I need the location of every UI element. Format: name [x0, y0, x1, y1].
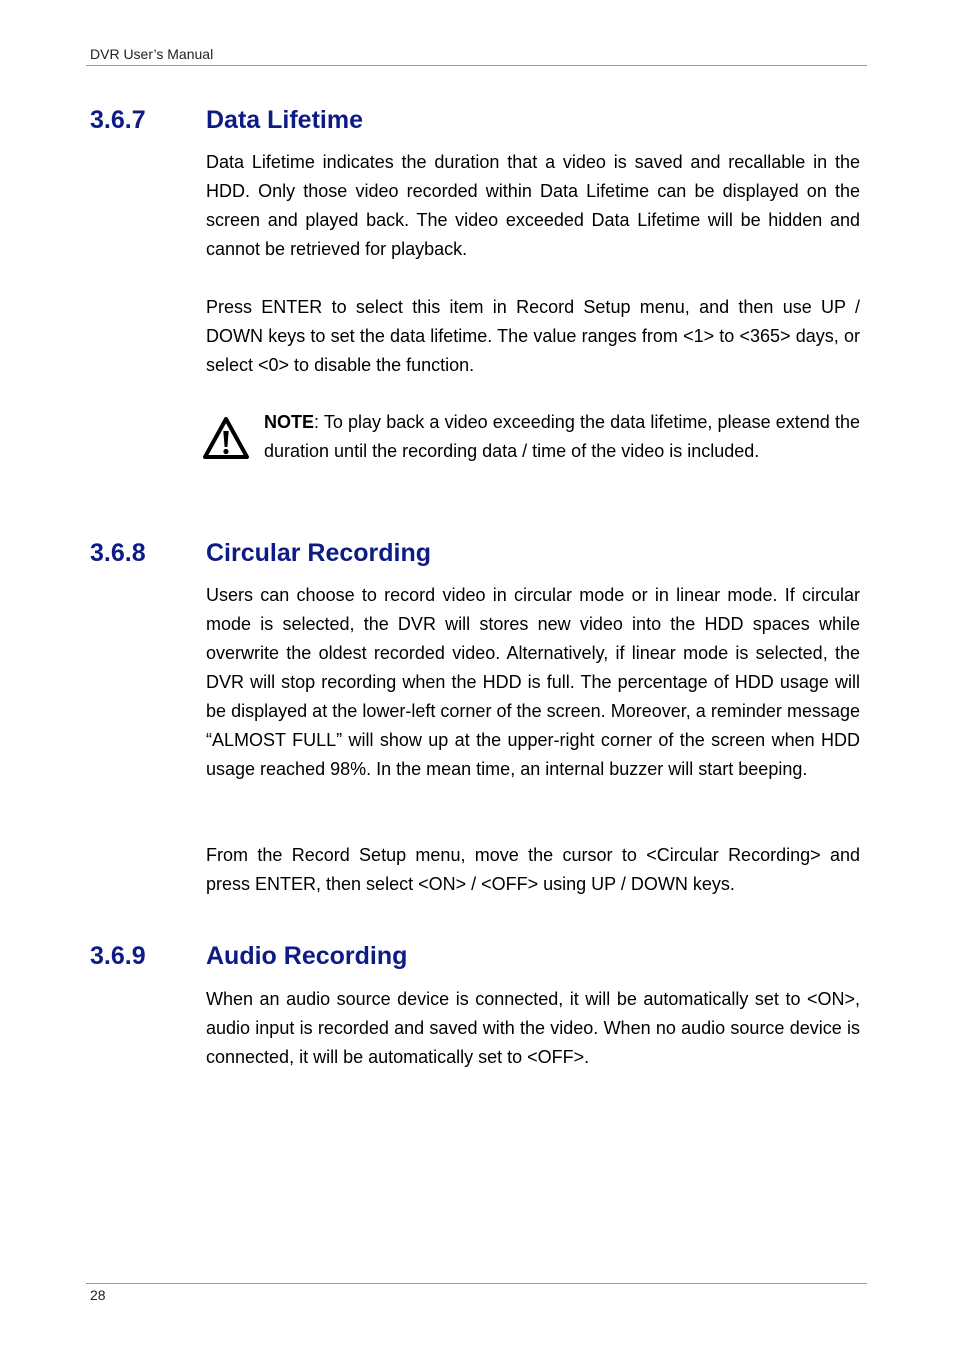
- paragraph: Press ENTER to select this item in Record Setup menu, and then use UP / DOWN keys to set the data lifetime. The value ranges from <1> to <365> days, or select <0> to disable the function.: [206, 297, 860, 375]
- header-rule: [86, 65, 867, 66]
- paragraph: From the Record Setup menu, move the cursor to <Circular Recording> and press ENTER, then select <ON> / <OFF> using UP / DOWN keys.: [206, 845, 860, 894]
- page-number: 28: [90, 1287, 106, 1303]
- section-heading-audio-recording: [90, 941, 407, 971]
- section-title: Audio Recording: [206, 942, 408, 970]
- paragraph: Data Lifetime indicates the duration that a video is saved and recallable in the HDD. Only those video recorded within Data Lifetime can be displayed on the screen and played back. The video exceeded Data Lifetime will be hidden and cannot be retrieved for playback.: [206, 152, 860, 259]
- section-number: 3.6.8: [90, 539, 146, 567]
- warning-triangle-icon: [202, 416, 250, 460]
- paragraph: When an audio source device is connected, it will be automatically set to <ON>, audio input is recorded and saved with the video. When no audio source device is connected, it will be automatically set to <OFF>.: [206, 989, 860, 1067]
- section-title: Circular Recording: [206, 539, 432, 567]
- paragraph: Users can choose to record video in circular mode or in linear mode. If circular mode is selected, the DVR will stores new video into the HDD spaces while overwrite the oldest recorded video. Alternatively, if linear mode is selected, the DVR will stop recording when the HDD is full. The percentage of HDD usage will be displayed at the lower-left corner of the screen. Moreover, a reminder message “ALMOST FULL” will show up at the upper-right corner of the screen when HDD usage reached 98%. In the mean time, an internal buzzer will start beeping.: [206, 585, 860, 779]
- footer-rule: [86, 1283, 867, 1284]
- note-text: [264, 408, 860, 466]
- section-heading-circular-recording: [90, 538, 431, 568]
- section-number: 3.6.9: [90, 942, 146, 970]
- running-header: DVR User’s Manual: [90, 46, 214, 62]
- note-label: NOTE: [264, 412, 315, 432]
- section-heading-data-lifetime: [90, 105, 363, 135]
- note-body: : To play back a video exceeding the data lifetime, please extend the duration until the recording data / time of the video is included.: [264, 412, 860, 461]
- section-title: Data Lifetime: [206, 106, 363, 134]
- section-number: 3.6.7: [90, 106, 146, 134]
